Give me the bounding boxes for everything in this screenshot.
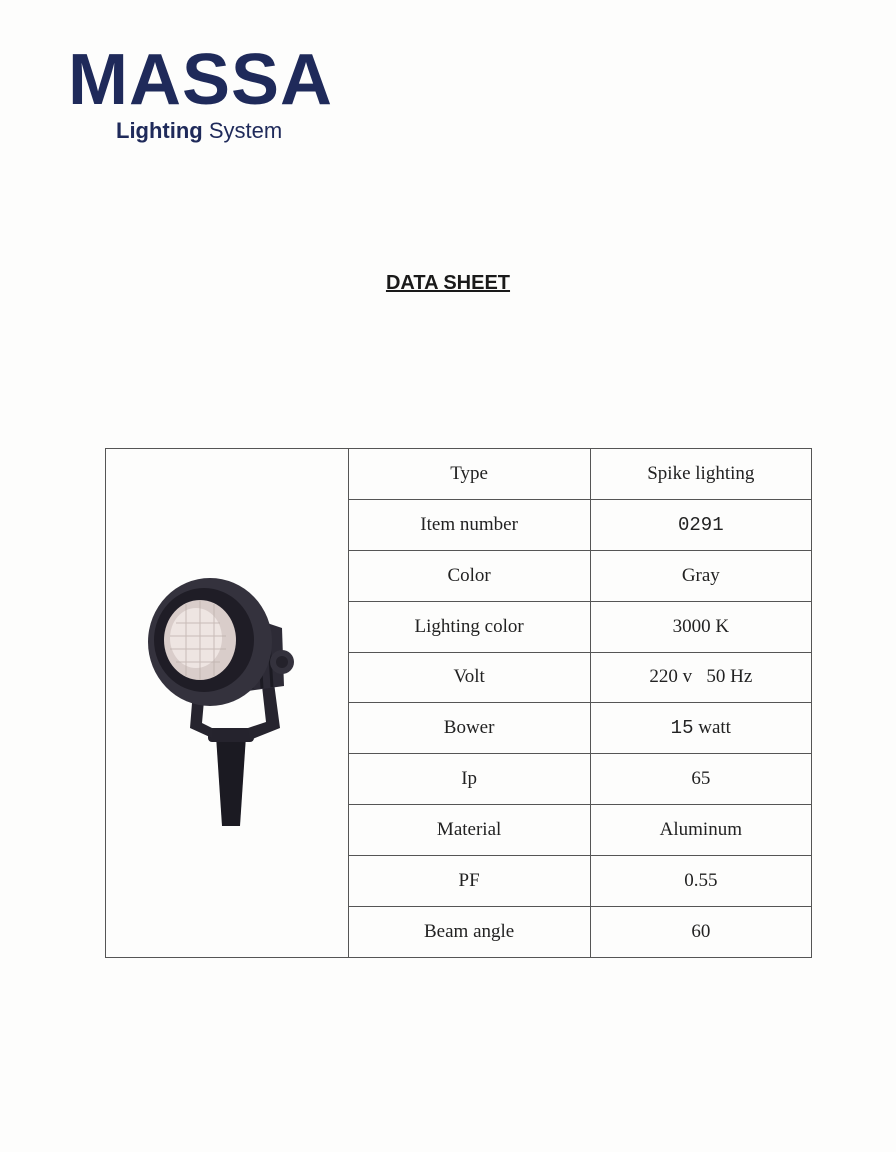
spec-value: Aluminum [590, 805, 811, 856]
logo-tagline-rest: System [208, 118, 283, 143]
logo-tagline-bold: Lighting [116, 118, 203, 143]
spec-value [590, 703, 811, 754]
spec-label: Item number [348, 499, 590, 550]
logo-wordmark: MASSA [68, 40, 334, 120]
spec-label: Volt [348, 652, 590, 703]
spec-label: Type [348, 449, 590, 500]
spec-label: PF [348, 856, 590, 907]
spec-table [105, 448, 812, 958]
spike-spotlight-icon [142, 568, 312, 838]
spec-label: Ip [348, 754, 590, 805]
spec-label: Color [348, 550, 590, 601]
spec-label: Lighting color [348, 601, 590, 652]
spec-row [106, 449, 812, 500]
spec-value: 0.55 [590, 856, 811, 907]
spec-value: 65 [590, 754, 811, 805]
spec-value-number: 15 [670, 717, 694, 740]
spec-value: Spike lighting [590, 449, 811, 500]
spec-label: Material [348, 805, 590, 856]
spec-value: Gray [590, 550, 811, 601]
spec-value-unit: watt [698, 717, 731, 739]
spec-value: 0291 [590, 499, 811, 550]
spec-value: 3000 K [590, 601, 811, 652]
spec-value: 220 v 50 Hz [590, 652, 811, 703]
brand-logo [68, 40, 388, 144]
page-title: DATA SHEET [385, 272, 511, 294]
spec-label: Beam angle [348, 906, 590, 957]
logo-tagline [116, 118, 388, 144]
spec-value: 60 [590, 906, 811, 957]
spec-label: Bower [348, 703, 590, 754]
product-image-cell [106, 449, 349, 958]
